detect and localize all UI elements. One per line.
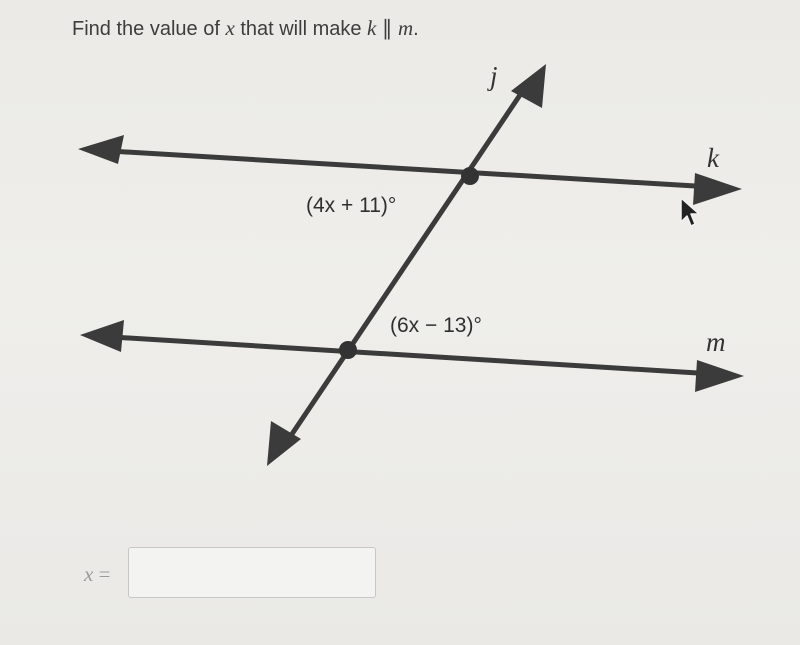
question-middle: that will make (234, 18, 368, 40)
angle-top-label: (4x + 11)° (306, 194, 397, 217)
intersection-point-k-j (461, 167, 479, 185)
line-j-label: j (490, 61, 498, 91)
question-prefix: Find the value of (72, 18, 226, 40)
line-m-left-arrow (80, 320, 124, 352)
parallel-symbol: ∥ (381, 16, 393, 40)
line-k (78, 135, 742, 205)
answer-variable: x (84, 562, 94, 586)
line-k-left-arrow (78, 135, 124, 164)
intersection-point-m-j (339, 341, 357, 359)
line-j (267, 64, 546, 466)
line-m-label: m (706, 327, 726, 357)
question-line-b: m (397, 16, 414, 40)
line-k-right-arrow (693, 173, 742, 205)
angle-bottom-label: (6x − 13)° (390, 314, 482, 337)
answer-input[interactable] (128, 547, 376, 598)
answer-label (84, 562, 110, 587)
question-line-a: k (367, 16, 377, 40)
line-m-right-arrow (695, 360, 744, 392)
question-suffix: . (413, 18, 419, 40)
line-k-label: k (707, 143, 719, 173)
question-variable: x (225, 16, 235, 40)
answer-equals: = (93, 562, 111, 586)
